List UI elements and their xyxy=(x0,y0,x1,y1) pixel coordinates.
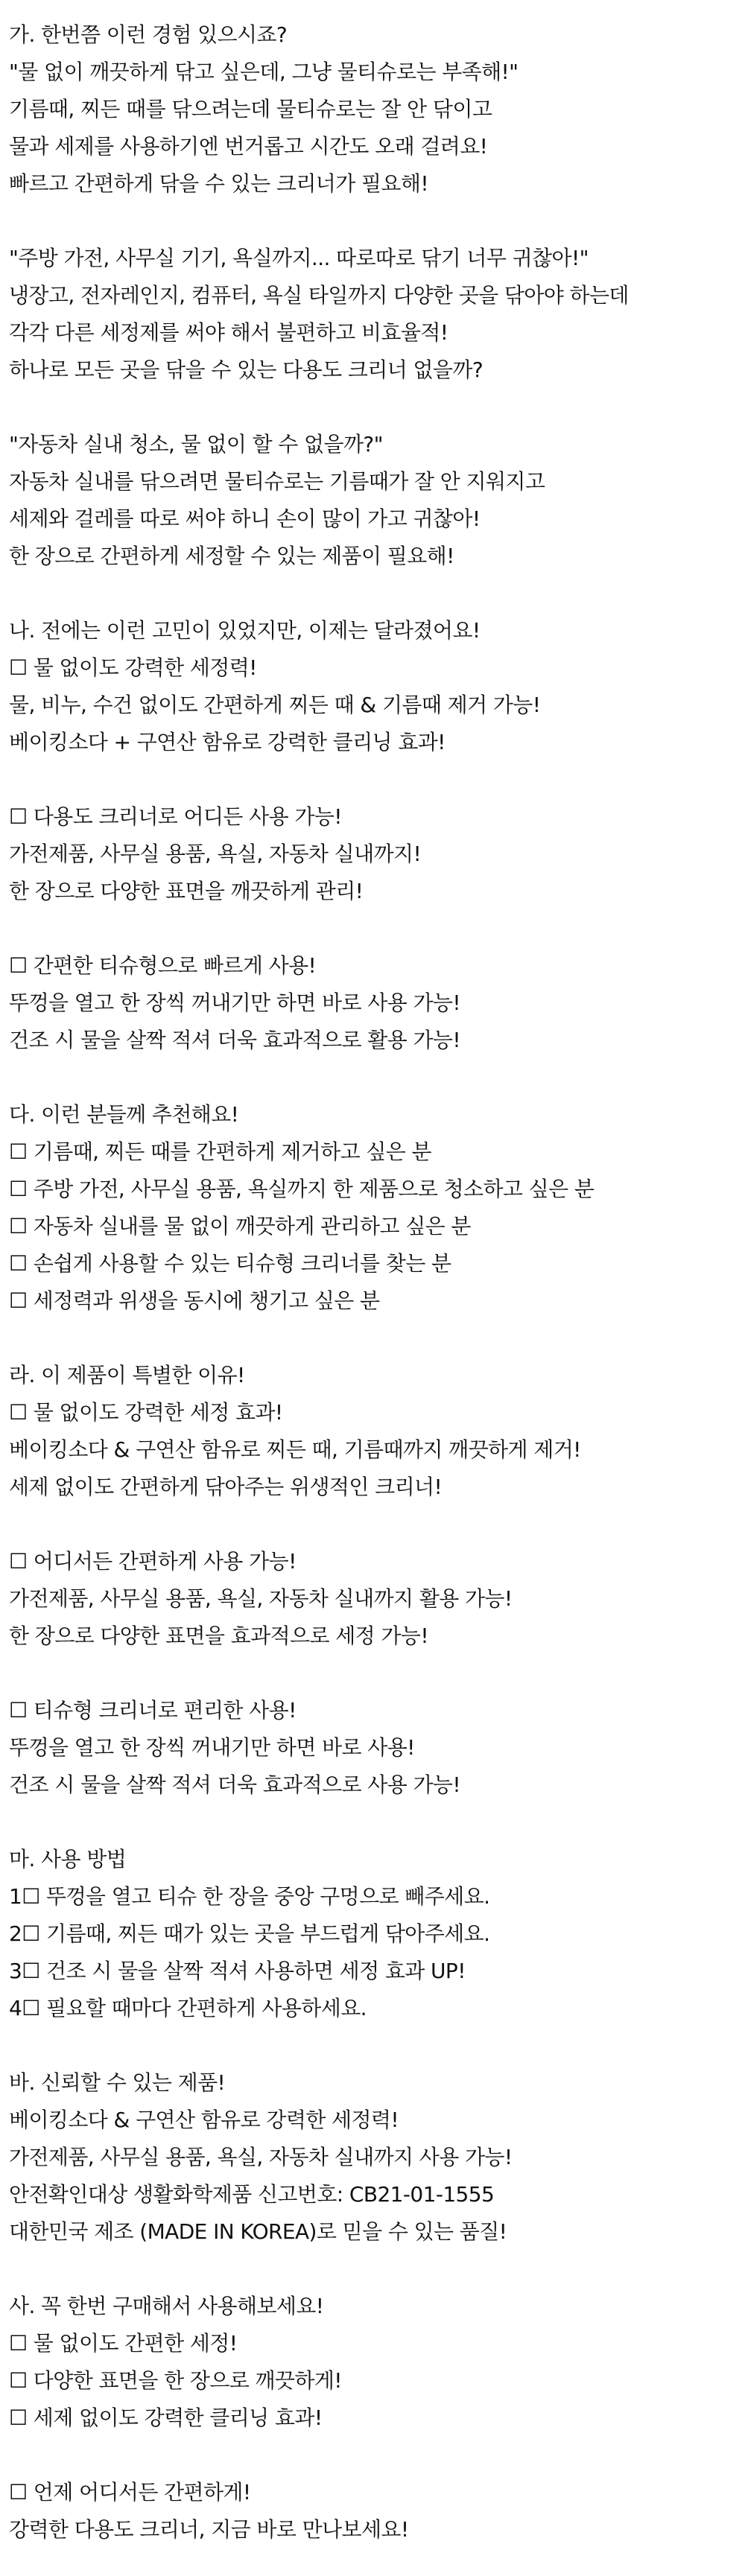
text-line: "주방 가전, 사무실 기기, 욕실까지... 따로따로 닦기 너무 귀찮아!" xyxy=(9,246,589,270)
blank-line xyxy=(9,1804,739,1841)
checkbox-bullet-line: ☐ 세제 없이도 강력한 클리닝 효과! xyxy=(9,2405,323,2430)
text-line: 가전제품, 사무실 용품, 욕실, 자동차 실내까지 사용 가능! xyxy=(9,2145,513,2169)
blank-line xyxy=(9,2027,739,2064)
numbered-step: 3☐ 건조 시 물을 살짝 적셔 사용하면 세정 효과 UP! xyxy=(9,1959,466,1983)
text-line: 건조 시 물을 살짝 적셔 더욱 효과적으로 사용 가능! xyxy=(9,1772,460,1797)
checkbox-bullet-line: ☐ 세정력과 위생을 동시에 챙기고 싶은 분 xyxy=(9,1288,380,1313)
checkbox-bullet-line: ☐ 주방 가전, 사무실 용품, 욕실까지 한 제품으로 청소하고 싶은 분 xyxy=(9,1177,595,1201)
blank-line xyxy=(9,1059,739,1096)
text-line: 한 장으로 간편하게 세정할 수 있는 제품이 필요해! xyxy=(9,544,454,568)
section-heading: 사. 꼭 한번 구매해서 사용해보세요! xyxy=(9,2294,324,2318)
checkbox-bullet-line: ☐ 기름때, 찌든 때를 간편하게 제거하고 싶은 분 xyxy=(9,1139,431,1164)
text-line: 빠르고 간편하게 닦을 수 있는 크리너가 필요해! xyxy=(9,171,428,196)
blank-line xyxy=(9,1655,739,1692)
text-line: 대한민국 제조 (MADE IN KOREA)로 믿을 수 있는 품질! xyxy=(9,2219,507,2244)
checkbox-bullet-line: ☐ 티슈형 크리너로 편리한 사용! xyxy=(9,1698,297,1723)
text-line: 가전제품, 사무실 용품, 욕실, 자동차 실내까지! xyxy=(9,842,422,866)
blank-line xyxy=(9,575,739,612)
text-line: 건조 시 물을 살짝 적셔 더욱 효과적으로 활용 가능! xyxy=(9,1028,460,1052)
blank-line xyxy=(9,203,739,240)
product-description xyxy=(9,16,739,2548)
blank-line xyxy=(9,761,739,798)
section-heading: 마. 사용 방법 xyxy=(9,1847,127,1871)
text-line: 가전제품, 사무실 용품, 욕실, 자동차 실내까지 활용 가능! xyxy=(9,1586,513,1611)
text-line: 기름때, 찌든 때를 닦으려는데 물티슈로는 잘 안 닦이고 xyxy=(9,97,492,121)
section-heading: 나. 전에는 이런 고민이 있었지만, 이제는 달라졌어요! xyxy=(9,618,481,643)
text-line: 베이킹소다 + 구연산 함유로 강력한 클리닝 효과! xyxy=(9,730,446,754)
text-line: 한 장으로 다양한 표면을 효과적으로 세정 가능! xyxy=(9,1623,428,1648)
text-line: 베이킹소다 & 구연산 함유로 찌든 때, 기름때까지 깨끗하게 제거! xyxy=(9,1437,581,1462)
text-line: 뚜껑을 열고 한 장씩 꺼내기만 하면 바로 사용 가능! xyxy=(9,990,460,1015)
section-heading: 다. 이런 분들께 추천해요! xyxy=(9,1102,239,1127)
text-line: 뚜껑을 열고 한 장씩 꺼내기만 하면 바로 사용! xyxy=(9,1735,415,1760)
text-line: 가. 한번쯤 이런 경험 있으시죠? xyxy=(9,22,288,47)
checkbox-bullet-line: ☐ 다용도 크리너로 어디든 사용 가능! xyxy=(9,804,342,829)
text-line: 강력한 다용도 크리너, 지금 바로 만나보세요! xyxy=(9,2517,409,2542)
checkbox-bullet-line: ☐ 물 없이도 강력한 세정 효과! xyxy=(9,1400,283,1425)
checkbox-bullet-line: ☐ 어디서든 간편하게 사용 가능! xyxy=(9,1549,297,1574)
section-heading: 라. 이 제품이 특별한 이유! xyxy=(9,1363,245,1387)
blank-line xyxy=(9,2437,739,2474)
checkbox-bullet-line: ☐ 다양한 표면을 한 장으로 깨끗하게! xyxy=(9,2368,342,2393)
text-line: 베이킹소다 & 구연산 함유로 강력한 세정력! xyxy=(9,2108,399,2132)
text-line: 세제 없이도 간편하게 닦아주는 위생적인 크리너! xyxy=(9,1475,443,1499)
registration-number: 안전확인대상 생활화학제품 신고번호: CB21-01-1555 xyxy=(9,2182,495,2207)
checkbox-bullet-line: ☐ 물 없이도 간편한 세정! xyxy=(9,2331,238,2356)
blank-line xyxy=(9,2251,739,2288)
checkbox-bullet-line: ☐ 물 없이도 강력한 세정력! xyxy=(9,655,257,680)
section-heading: 바. 신뢰할 수 있는 제품! xyxy=(9,2070,226,2095)
text-line: 자동차 실내를 닦으려면 물티슈로는 기름때가 잘 안 지워지고 xyxy=(9,469,545,494)
text-line: 세제와 걸레를 따로 써야 하니 손이 많이 가고 귀찮아! xyxy=(9,506,481,531)
blank-line xyxy=(9,1506,739,1543)
text-line: 냉장고, 전자레인지, 컴퓨터, 욕실 타일까지 다양한 곳을 닦아야 하는데 xyxy=(9,283,629,308)
blank-line xyxy=(9,910,739,947)
text-line: 한 장으로 다양한 표면을 깨끗하게 관리! xyxy=(9,879,364,903)
numbered-step: 4☐ 필요할 때마다 간편하게 사용하세요. xyxy=(9,1996,367,2020)
numbered-step: 1☐ 뚜껑을 열고 티슈 한 장을 중앙 구멍으로 빼주세요. xyxy=(9,1884,490,1909)
text-line: "물 없이 깨끗하게 닦고 싶은데, 그냥 물티슈로는 부족해!" xyxy=(9,60,519,84)
checkbox-bullet-line: ☐ 언제 어디서든 간편하게! xyxy=(9,2480,251,2505)
blank-line xyxy=(9,1320,739,1357)
numbered-step: 2☐ 기름때, 찌든 때가 있는 곳을 부드럽게 닦아주세요. xyxy=(9,1921,490,1946)
text-line: 각각 다른 세정제를 써야 해서 불편하고 비효율적! xyxy=(9,320,448,345)
checkbox-bullet-line: ☐ 손쉽게 사용할 수 있는 티슈형 크리너를 찾는 분 xyxy=(9,1251,451,1276)
blank-line xyxy=(9,389,739,426)
text-line: "자동차 실내 청소, 물 없이 할 수 없을까?" xyxy=(9,432,383,457)
checkbox-bullet-line: ☐ 자동차 실내를 물 없이 깨끗하게 관리하고 싶은 분 xyxy=(9,1214,471,1238)
text-line: 하나로 모든 곳을 닦을 수 있는 다용도 크리너 없을까? xyxy=(9,357,484,382)
text-line: 물, 비누, 수건 없이도 간편하게 찌든 때 & 기름때 제거 가능! xyxy=(9,693,541,717)
text-line: 물과 세제를 사용하기엔 번거롭고 시간도 오래 걸려요! xyxy=(9,134,488,159)
checkbox-bullet-line: ☐ 간편한 티슈형으로 빠르게 사용! xyxy=(9,953,317,978)
